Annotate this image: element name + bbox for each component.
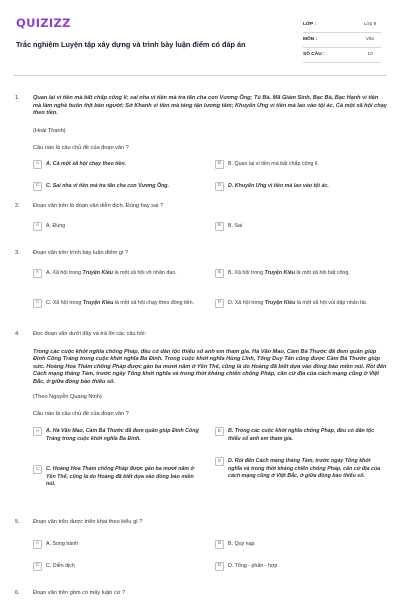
option-text bbox=[46, 270, 177, 277]
option-text: C. Diễn dịch bbox=[46, 562, 75, 569]
question-prompt: Đoạn văn trên trình bày luận điểm gì ? bbox=[33, 250, 129, 256]
option-letter-badge: C bbox=[33, 465, 42, 474]
answer-option-a[interactable] bbox=[33, 541, 203, 549]
question-prompt: Câu nào là câu chủ đề của đoạn văn ? bbox=[33, 145, 129, 152]
option-letter-badge: A bbox=[33, 269, 42, 278]
option-letter-badge: A bbox=[33, 427, 42, 436]
question-3 bbox=[13, 250, 387, 320]
option-text: B. Quan lại vì tiền mà bất chấp công lí. bbox=[228, 160, 319, 167]
answer-option-a[interactable] bbox=[33, 161, 203, 169]
answer-options bbox=[33, 541, 387, 581]
question-2 bbox=[13, 203, 387, 237]
page-title: Trắc nghiệm Luyện tập xây dựng và trình bày luận điểm có đáp án bbox=[16, 40, 246, 49]
question-prompt: Câu nào là câu chủ đề của đoạn văn ? bbox=[33, 410, 129, 417]
question-prompt: Đoạn văn trên gồm có mấy luận cứ ? bbox=[33, 590, 126, 596]
option-letter-badge: B bbox=[215, 427, 224, 436]
option-suffix: là một xã hội chạy theo đồng tiền. bbox=[113, 299, 195, 306]
answer-option-d[interactable] bbox=[215, 458, 385, 479]
option-text: A. Cả một xã hội chạy theo tiền. bbox=[46, 160, 127, 167]
work-title: Truyện Kiều bbox=[82, 299, 114, 306]
answer-options bbox=[33, 161, 387, 201]
question-number: 2. bbox=[15, 203, 20, 209]
option-prefix: B. Xã hội trong bbox=[228, 269, 265, 276]
answer-option-b[interactable] bbox=[215, 541, 385, 549]
answer-option-a[interactable] bbox=[33, 223, 203, 231]
meta-row-subject bbox=[303, 33, 381, 48]
option-letter-badge: A bbox=[33, 160, 42, 169]
answer-option-b[interactable] bbox=[215, 270, 385, 278]
meta-row-count bbox=[303, 48, 381, 63]
question-intro: Đọc đoạn văn dưới đây và trả lời các câu hỏi: bbox=[33, 331, 147, 337]
question-prompt: Đoạn văn trên được triển khai theo kiểu gì ? bbox=[33, 519, 143, 525]
option-prefix: C. Xã hội trong bbox=[46, 299, 83, 306]
option-letter-badge: A bbox=[33, 540, 42, 549]
option-prefix: A. Xã hội trong bbox=[46, 269, 83, 276]
option-letter-badge: C bbox=[33, 299, 42, 308]
option-letter-badge: D bbox=[215, 182, 224, 191]
answer-option-a[interactable] bbox=[33, 270, 203, 278]
question-number: 6. bbox=[15, 590, 20, 596]
option-letter-badge: B bbox=[215, 160, 224, 169]
option-text: D. Rồi đến Cách mạng tháng Tám, trước ngày Tổng khởi nghĩa và trong thời kháng chiến chống Pháp, căn cứ địa của cách mạng cũng ở Việt Bắc, ở giữa đồng bào thiểu số. bbox=[228, 458, 381, 479]
question-6 bbox=[13, 590, 387, 598]
option-letter-badge: A bbox=[33, 222, 42, 231]
option-text bbox=[228, 270, 350, 277]
passage-source: (Theo Nguyễn Quang Ninh) bbox=[33, 394, 102, 401]
option-text bbox=[46, 300, 194, 307]
question-number: 5. bbox=[15, 519, 20, 525]
answer-option-a[interactable] bbox=[33, 428, 203, 442]
question-number: 3. bbox=[15, 250, 20, 256]
work-title: Truyện Kiều bbox=[264, 299, 296, 306]
answer-options bbox=[33, 223, 387, 237]
answer-option-b[interactable] bbox=[215, 223, 385, 231]
option-prefix: D. Xã hội trong bbox=[228, 299, 265, 306]
meta-value: Văn bbox=[365, 36, 375, 42]
meta-key: MÔN : bbox=[303, 36, 318, 42]
answer-option-c[interactable] bbox=[33, 300, 203, 308]
answer-option-b[interactable] bbox=[215, 161, 385, 169]
option-text: D. Khuyển Ưng vì tiền mà lao vào tội ác. bbox=[228, 182, 329, 189]
meta-key: SỐ CÂU : bbox=[303, 51, 325, 57]
quizizz-logo: QUIZIZZ bbox=[16, 16, 71, 30]
option-text: A. Hà Văn Mao, Cầm Bá Thước đã đem quân giúp Đinh Công Tráng trong cuộc khởi nghĩa Ba Đình. bbox=[46, 428, 199, 442]
question-1 bbox=[13, 95, 387, 201]
option-text: A. Đúng bbox=[46, 222, 66, 229]
answer-option-d[interactable] bbox=[215, 183, 385, 191]
question-5 bbox=[13, 519, 387, 581]
option-text: C. Sai nha vì tiền mà tra tấn cha con Vương Ông. bbox=[46, 182, 170, 189]
option-text bbox=[228, 300, 367, 307]
answer-option-c[interactable] bbox=[33, 183, 209, 191]
meta-key: LỚP : bbox=[303, 21, 317, 27]
question-passage: Quan lại vì tiền mà bất chấp công lí; sai nha vì tiền mà tra tấn cha con Vương Ông; Tú Bà, Mã Giám Sinh, Bạc Bà, Bạc Hạnh vì tiền mà làm nghề buôn thịt bán người; Sở Khanh vì tiền mà táng tận lương tâm; Khuyển Ưng vì tiền mà lao vào tội ác. Cả một xã hội chạy theo tiền. bbox=[33, 95, 387, 117]
question-passage: Trong các cuộc khởi nghĩa chống Pháp, đều có dân tộc thiểu số anh em tham gia. Hà Văn Mao, Cầm Bá Thước đã đem quân giúp Đinh Công Tráng trong cuộc khởi nghĩa Ba Đình. Trong cuộc khởi nghĩa Hùng Lĩnh, Tống Duy Tân cũng được Cầm Bá Thước giúp sức. Hoàng Hoa Thám chống Pháp được gần ba mươi năm ở Yên Thế, cũng là do Hoàng đã biết dựa vào đồng bào miền núi. Rồi đến Cách mạng tháng Tám, trước ngày Tổng khởi nghĩa và trong thời kháng chiến chống Pháp, căn cứ địa của cách mạng cũng ở Việt Bắc, ở giữa đồng bào thiểu số. bbox=[33, 348, 387, 385]
passage-source: (Hoài Thanh) bbox=[33, 127, 66, 134]
option-letter-badge: B bbox=[215, 269, 224, 278]
work-title: Truyện Kiều bbox=[82, 269, 114, 276]
option-text: A. Song hành bbox=[46, 540, 79, 547]
question-number: 4. bbox=[15, 331, 20, 337]
option-suffix: là một xã hội vô nhân đạo. bbox=[113, 269, 177, 276]
answer-option-c[interactable] bbox=[33, 563, 203, 571]
option-letter-badge: D bbox=[215, 562, 224, 571]
option-letter-badge: D bbox=[215, 299, 224, 308]
question-prompt: Đoạn văn trên là đoạn văn diễn dịch. Đúng hay sai ? bbox=[33, 203, 163, 209]
meta-row-grade bbox=[303, 18, 381, 33]
option-letter-badge: B bbox=[215, 540, 224, 549]
answer-option-d[interactable] bbox=[215, 300, 385, 308]
answer-option-b[interactable] bbox=[215, 428, 385, 442]
question-4 bbox=[13, 331, 387, 516]
option-text: B. Quy nạp bbox=[228, 540, 255, 547]
question-number: 1. bbox=[15, 95, 20, 101]
option-text: D. Tổng - phân - hợp bbox=[228, 562, 278, 569]
option-text: B. Trong các cuộc khởi nghĩa chống Pháp, đều có dân tộc thiểu số anh em tham gia. bbox=[228, 428, 375, 442]
option-text: C. Hoàng Hoa Thám chống Pháp được gần ba mươi năm ở Yên Thế, cũng là do Hoàng đã biết dựa vào đồng bào miền núi. bbox=[46, 466, 195, 487]
answer-option-d[interactable] bbox=[215, 563, 385, 571]
option-letter-badge: C bbox=[33, 562, 42, 571]
option-suffix: là một xã hội bất công. bbox=[295, 269, 350, 276]
option-suffix: là một xã hội vùi dập nhân tài. bbox=[295, 299, 368, 306]
work-title: Truyện Kiều bbox=[264, 269, 296, 276]
answer-options bbox=[33, 428, 387, 516]
meta-value: 10 bbox=[367, 51, 373, 57]
option-text: B. Sai bbox=[228, 222, 243, 229]
option-letter-badge: C bbox=[33, 182, 42, 191]
option-letter-badge: D bbox=[215, 457, 224, 466]
option-letter-badge: B bbox=[215, 222, 224, 231]
meta-table bbox=[303, 18, 381, 63]
answer-options bbox=[33, 270, 387, 320]
worksheet-header bbox=[13, 10, 387, 76]
meta-value: Lớp 8 bbox=[363, 21, 377, 27]
answer-option-c[interactable] bbox=[33, 466, 203, 487]
